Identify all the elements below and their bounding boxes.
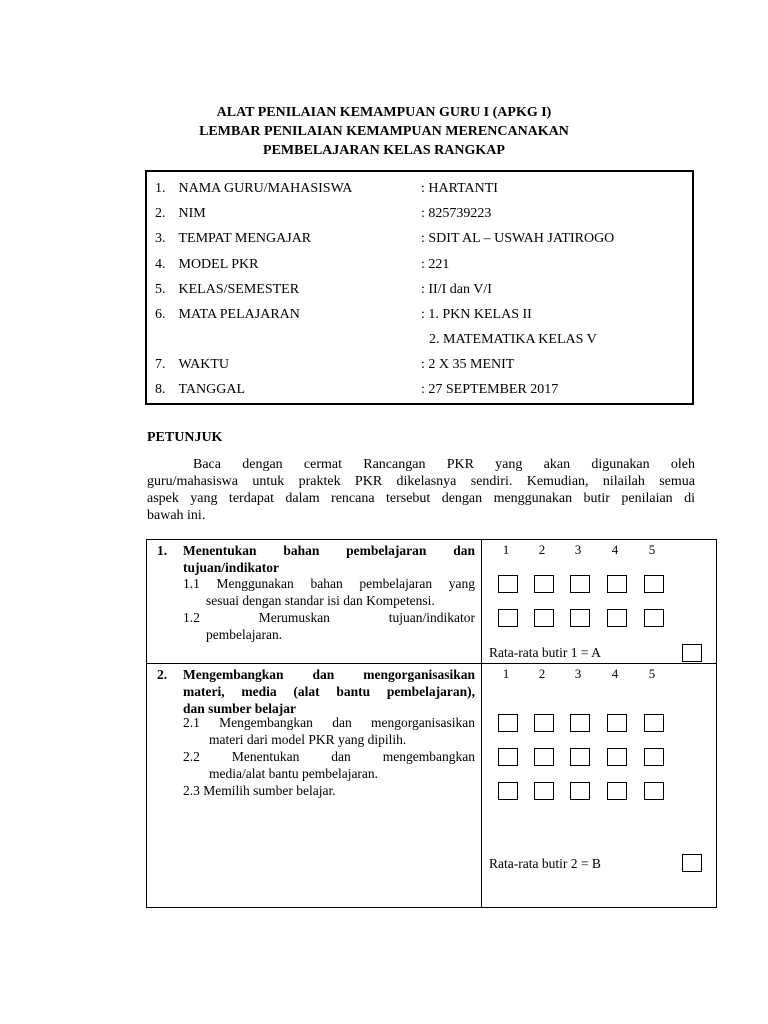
score-checkbox[interactable] (607, 748, 627, 766)
item-1-1: 1.1 Menggunakan bahan pembelajaran yang sesuai dengan standar isi dan Kompetensi. (183, 576, 475, 608)
average-1-box[interactable] (682, 644, 702, 662)
average-2-label: Rata-rata butir 2 = B (489, 856, 601, 871)
score-checkbox[interactable] (534, 609, 554, 627)
evaluation-table: 1. Menentukan bahan pembelajaran dan tujuan/indikator 1.1 Menggunakan bahan pembelajaran yang sesuai dengan standar isi dan Kompetensi. 1.2 Merumuskan tujuan/indikator pembelajaran. 1 2 3 4 5 Rata-rata butir 1 = A 2. Mengembangkan dan mengorganisasikan materi, media (alat bantu pembelajaran), dan sumber belajar 2.1 Mengembangkan dan mengorganisasikan materi dari model PKR yang dipilih. 2.2 Menentukan dan mengembangkan media/alat bantu pembelajaran. 2.3 Memilih sumber belajar. 1 2 3 4 5 Rata-rata butir 2 = B (146, 539, 717, 908)
score-checkbox[interactable] (570, 782, 590, 800)
info-value-nim: : 825739223 (421, 206, 492, 221)
score-checkbox[interactable] (498, 575, 518, 593)
info-value-model: : 221 (421, 257, 450, 272)
identity-box (145, 170, 694, 405)
score-checkbox[interactable] (570, 714, 590, 732)
score-checkbox[interactable] (607, 609, 627, 627)
score-checkbox[interactable] (644, 782, 664, 800)
instructions-line-1: Baca dengan cermat Rancangan PKR yang akan digunakan oleh (193, 457, 695, 472)
info-value-subject: : 1. PKN KELAS II (421, 307, 532, 322)
section-1-number: 1. (157, 543, 168, 558)
score-checkbox[interactable] (498, 714, 518, 732)
score-checkbox[interactable] (570, 609, 590, 627)
info-row-location: 3. TEMPAT MENGAJAR (155, 231, 312, 246)
instructions-heading: PETUNJUK (147, 430, 223, 445)
section-2-number: 2. (157, 667, 168, 682)
score-checkbox[interactable] (534, 714, 554, 732)
instructions-line-2: guru/mahasiswa untuk praktek PKR dikelasnya sendiri. Kemudian, nilailah semua (147, 474, 695, 489)
score-checkbox[interactable] (498, 609, 518, 627)
instructions-line-4: bawah ini. (147, 508, 206, 523)
score-checkbox[interactable] (570, 748, 590, 766)
section-2-title: Mengembangkan dan mengorganisasikan materi, media (alat bantu pembelajaran), dan sumber belajar (183, 667, 475, 716)
table-column-divider (481, 540, 482, 907)
score-checkbox[interactable] (570, 575, 590, 593)
item-2-3: 2.3 Memilih sumber belajar. (183, 783, 336, 798)
score-checkbox[interactable] (534, 748, 554, 766)
score-checkbox[interactable] (607, 782, 627, 800)
info-row-name: 1. NAMA GURU/MAHASISWA (155, 181, 353, 196)
score-checkbox[interactable] (607, 714, 627, 732)
score-checkbox[interactable] (644, 575, 664, 593)
score-checkbox[interactable] (607, 575, 627, 593)
item-1-2: 1.2 Merumuskan tujuan/indikator pembelajaran. (183, 610, 475, 642)
info-value-location: : SDIT AL – USWAH JATIROGO (421, 231, 615, 246)
info-value-time: : 2 X 35 MENIT (421, 357, 515, 372)
form-subtitle: LEMBAR PENILAIAN KEMAMPUAN MERENCANAKAN (199, 124, 569, 139)
instructions-line-3: aspek yang terdapat dalam rencana tersebut dengan menggunakan butir penilaian di (147, 491, 695, 506)
info-row-class: 5. KELAS/SEMESTER (155, 282, 300, 297)
item-2-1: 2.1 Mengembangkan dan mengorganisasikan materi dari model PKR yang dipilih. (183, 715, 475, 747)
info-value-date: : 27 SEPTEMBER 2017 (421, 382, 559, 397)
table-row-divider (147, 663, 716, 664)
score-checkbox[interactable] (498, 748, 518, 766)
info-value-class: : II/I dan V/I (421, 282, 492, 297)
score-checkbox[interactable] (498, 782, 518, 800)
info-row-subject: 6. MATA PELAJARAN (155, 307, 300, 322)
score-checkbox[interactable] (644, 609, 664, 627)
info-row-model: 4. MODEL PKR (155, 257, 259, 272)
info-value-subject-2: 2. MATEMATIKA KELAS V (429, 332, 597, 347)
score-checkbox[interactable] (644, 748, 664, 766)
info-row-date: 8. TANGGAL (155, 382, 246, 397)
item-2-2: 2.2 Menentukan dan mengembangkan media/alat bantu pembelajaran. (183, 749, 475, 781)
average-2-box[interactable] (682, 854, 702, 872)
info-row-nim: 2. NIM (155, 206, 206, 221)
score-checkbox[interactable] (534, 782, 554, 800)
info-row-time: 7. WAKTU (155, 357, 230, 372)
form-title: ALAT PENILAIAN KEMAMPUAN GURU I (APKG I) (216, 105, 552, 120)
score-checkbox[interactable] (644, 714, 664, 732)
info-value-name: : HARTANTI (421, 181, 498, 196)
score-checkbox[interactable] (534, 575, 554, 593)
average-1-label: Rata-rata butir 1 = A (489, 645, 601, 660)
form-subtitle-2: PEMBELAJARAN KELAS RANGKAP (263, 143, 505, 158)
section-1-title: Menentukan bahan pembelajaran dan tujuan/indikator (183, 543, 475, 575)
